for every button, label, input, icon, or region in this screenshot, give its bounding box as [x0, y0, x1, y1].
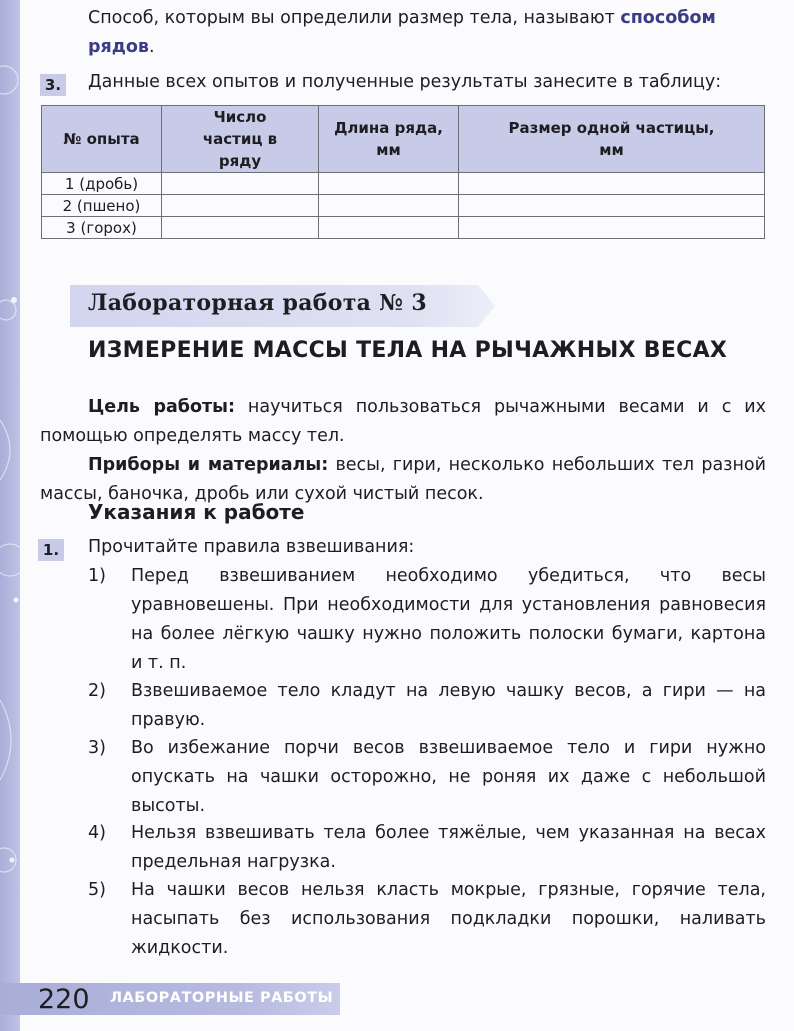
cell-empty [459, 173, 765, 195]
cell-empty [459, 195, 765, 217]
header-experiment: № опыта [42, 106, 162, 173]
rule-text: На чашки весов нельзя класть мокрые, грязные, горячие тела, насыпать без использования подкладки порошки, наливать жидкости. [131, 880, 766, 958]
cell-empty [162, 173, 319, 195]
rule-number: 3) [88, 738, 106, 758]
materials-label: Приборы и материалы: [88, 454, 329, 475]
rule-text: Взвешиваемое тело кладут на левую чашку весов, а гири — на правую. [131, 681, 766, 730]
intro-paragraph [88, 4, 768, 62]
header-row-length: Длина ряда, мм [319, 106, 459, 173]
cell-empty [319, 173, 459, 195]
cell-experiment: 3 (горох) [42, 217, 162, 239]
cell-experiment: 1 (дробь) [42, 173, 162, 195]
lab-title: Лабораторная работа № 3 [88, 290, 427, 316]
step-1-text: Прочитайте правила взвешивания: [88, 537, 415, 557]
rule-number: 5) [88, 880, 106, 900]
step-3-number: 3. [40, 74, 66, 96]
rule-number: 1) [88, 566, 106, 586]
goal-paragraph [40, 393, 766, 451]
list-item [88, 876, 766, 963]
rule-number: 2) [88, 681, 106, 701]
list-item [88, 677, 766, 735]
step-1-number: 1. [38, 539, 64, 561]
list-item [88, 734, 766, 821]
header-particle-size: Размер одной частицы, мм [459, 106, 765, 173]
results-table [41, 105, 765, 239]
rule-number: 4) [88, 823, 106, 843]
goal-label: Цель работы: [88, 396, 235, 417]
table-row [42, 217, 765, 239]
step-3-text: Данные всех опытов и полученные результаты занесите в таблицу: [88, 72, 722, 92]
header-particle-count: Число частиц в ряду [162, 106, 319, 173]
list-item [88, 562, 766, 678]
cell-empty [319, 217, 459, 239]
table-row [42, 195, 765, 217]
rule-text: Перед взвешиванием необходимо убедиться, что весы уравновешены. При необходимости для установления равновесия на более лёгкую чашку нужно положить полоски бумаги, картона и т. п. [131, 566, 766, 673]
intro-end: . [149, 37, 155, 57]
rule-text: Нельзя взвешивать тела более тяжёлые, чем указанная на весах предельная нагрузка. [131, 823, 766, 872]
instructions-heading: Указания к работе [88, 500, 305, 524]
decorative-sidebar [0, 0, 20, 1031]
materials-text: весы, гири, несколько небольших тел разной массы, баночка, дробь или сухой чистый песок. [40, 454, 766, 504]
cell-empty [162, 195, 319, 217]
intro-highlight-1: способом [620, 8, 716, 28]
page-number: 220 [38, 984, 90, 1015]
atom-pattern-icon [0, 0, 20, 1031]
intro-text: Способ, которым вы определили размер тела, называют [88, 8, 621, 28]
rule-text: Во избежание порчи весов взвешиваемое тело и гири нужно опускать на чашки осторожно, не роняя их даже с небольшой высоты. [131, 738, 766, 816]
table-header-row [42, 106, 765, 173]
cell-empty [162, 217, 319, 239]
cell-empty [459, 217, 765, 239]
table-row [42, 173, 765, 195]
footer-section-title: ЛАБОРАТОРНЫЕ РАБОТЫ [110, 990, 334, 1006]
cell-empty [319, 195, 459, 217]
list-item [88, 819, 766, 877]
cell-experiment: 2 (пшено) [42, 195, 162, 217]
goal-text: научиться пользоваться рычажными весами и с их помощью определять массу тел. [40, 396, 766, 446]
intro-highlight-2: рядов [88, 37, 149, 57]
lab-heading: ИЗМЕРЕНИЕ МАССЫ ТЕЛА НА РЫЧАЖНЫХ ВЕСАХ [88, 338, 728, 363]
